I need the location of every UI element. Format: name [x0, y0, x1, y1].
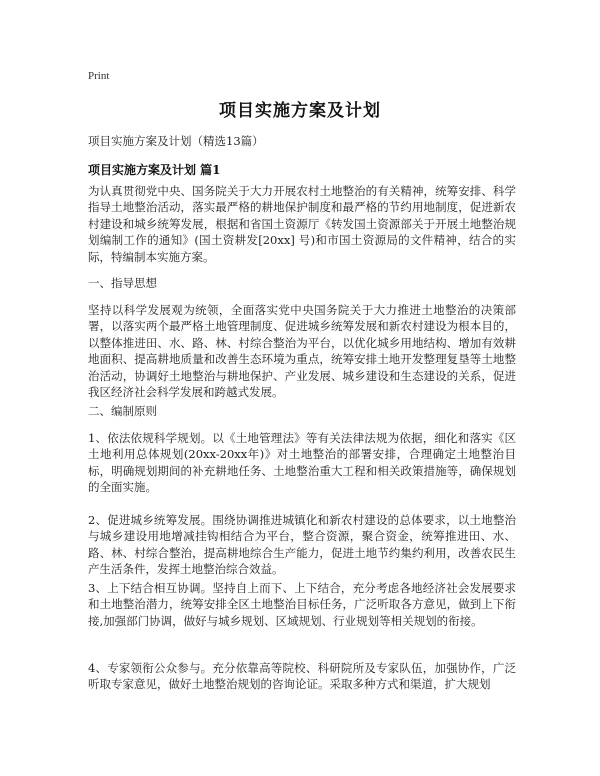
section-title: 项目实施方案及计划 篇1 [88, 163, 221, 177]
heading-compilation-principles: 二、编制原则 [88, 404, 157, 418]
principle-paragraph-1: 1、依法依规科学规划。以《土地管理法》等有关法律法规为依据，细化和落实《区土地利用总体规划(20xx-20xx年)》对土地整治的部署安排，合理确定土地整治目标，明确规划期间的补充耕地任务、土地整治重大工程和相关政策措施等，确保规划的全面实施。 [88, 431, 516, 495]
guiding-ideology-paragraph: 坚持以科学发展观为统领，全面落实党中央国务院关于大力推进土地整治的决策部署，以落实两个最严格土地管理制度、促进城乡统筹发展和新农村建设为根本目的，以整体推进田、水、路、林、村综合整治为平台，以优化城乡用地结构、增加有效耕地面积、提高耕地质量和改善生态环境为重点，统筹安排土地开发整理复垦等土地整治活动，协调好土地整治与耕地保护、产业发展、城乡建设和生态建设的关系，促进我区经济社会科学发展和跨越式发展。 [88, 303, 516, 400]
principle-paragraph-2: 2、促进城乡统筹发展。围绕协调推进城镇化和新农村建设的总体要求，以土地整治与城乡建设用地增减挂钩相结合为平台，整合资源，聚合资金，统筹推进田、水、路、林、村综合整治，提高耕地综合生产能力，促进土地节约集约利用，改善农民生产生活条件，发挥土地整治综合效益。 [88, 513, 516, 577]
document-subtitle: 项目实施方案及计划（精选13篇） [88, 134, 264, 148]
page-title: 项目实施方案及计划 [219, 101, 381, 121]
principle-paragraph-4: 4、专家领衔公众参与。充分依靠高等院校、科研院所及专家队伍，加强协作，广泛听取专家意见，做好土地整治规划的咨询论证。采取多种方式和渠道，扩大规划 [88, 661, 516, 692]
print-label: Print [88, 70, 110, 82]
intro-paragraph: 为认真贯彻党中央、国务院关于大力开展农村土地整治的有关精神，统筹安排、科学指导土地整治活动，落实最严格的耕地保护制度和最严格的节约用地制度，促进新农村建设和城乡统筹发展，根据和省国土资源厅《转发国土资源部关于开展土地整治规划编制工作的通知》(国土资耕发[20xx] 号)和市国土资源局的文件精神，结合的实际，特编制本实施方案。 [88, 184, 516, 264]
heading-guiding-ideology: 一、指导思想 [88, 276, 157, 290]
principle-paragraph-3: 3、上下结合相互协调。坚持自上而下、上下结合，充分考虑各地经济社会发展要求和土地整治潜力，统筹安排全区土地整治目标任务，广泛听取各方意见，做到上下衔接,加强部门协调，做好与城乡规划、区域规划、行业规划等相关规划的衔接。 [88, 581, 516, 628]
